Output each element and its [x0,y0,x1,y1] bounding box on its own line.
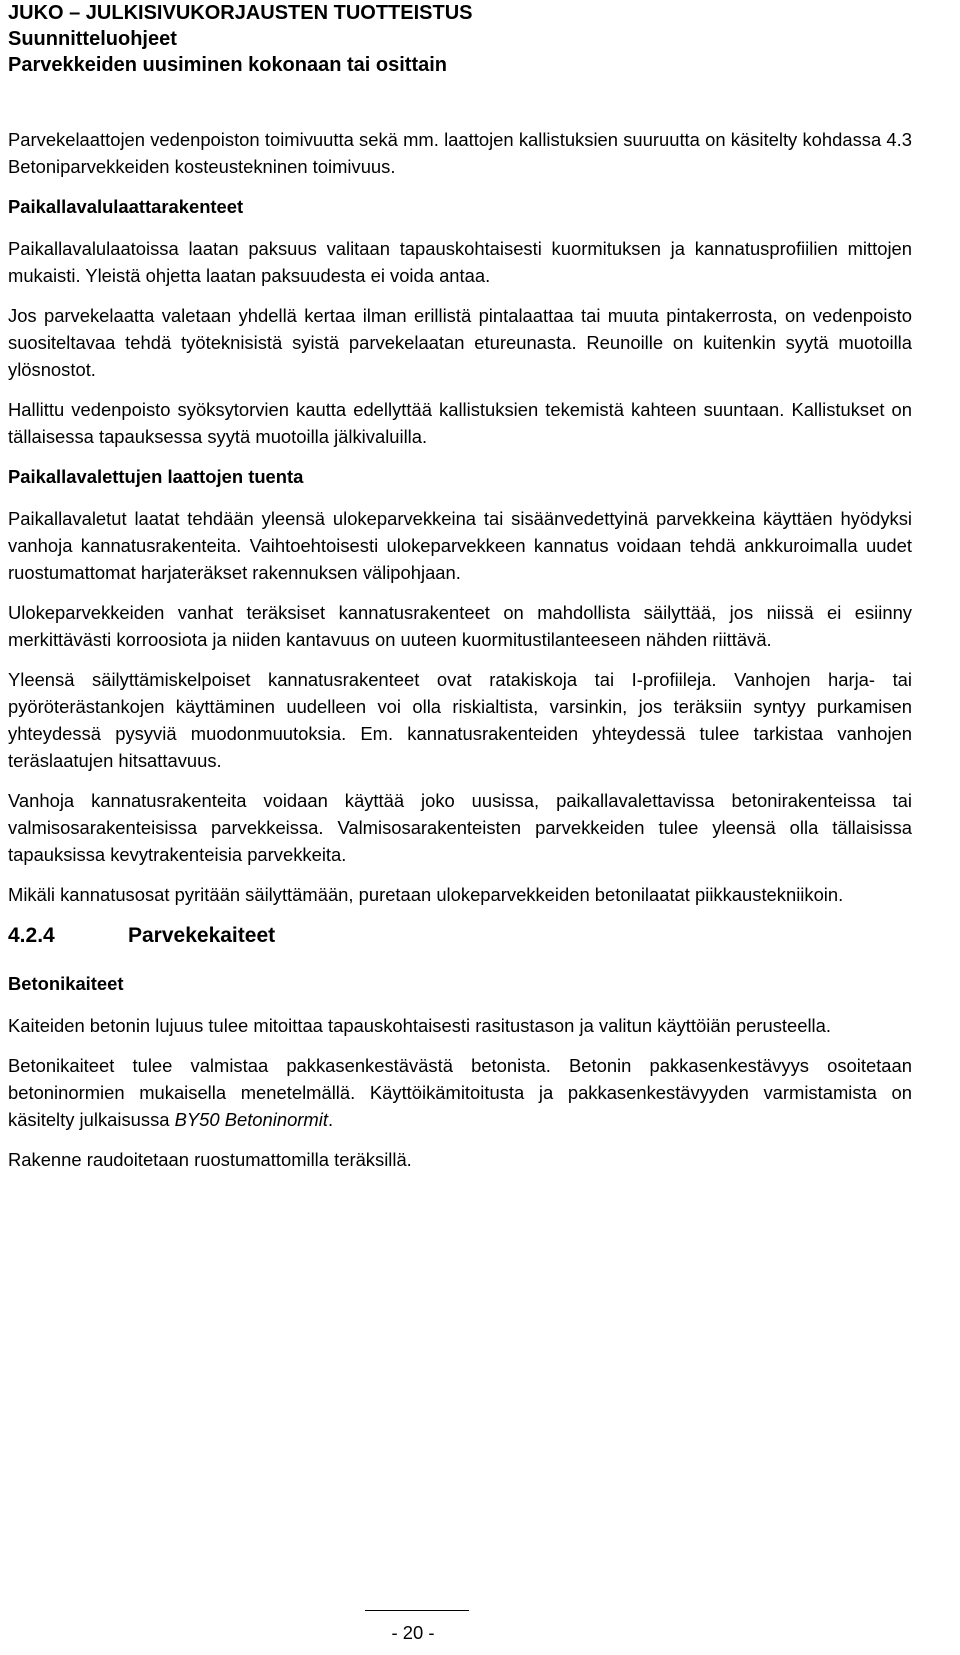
subheading: Paikallavalulaattarakenteet [8,196,244,217]
publication-reference: BY50 Betoninormit [174,1109,328,1130]
paragraph: Yleensä säilyttämiskelpoiset kannatusrakenteet ovat ratakiskoja tai I-profiileja. Vanhojen harja- tai pyöröterästankojen käyttäminen uudelleen voi olla riskialtista, varsinkin, jos teräksiin syntyy purkamisen yhteydessä pysyviä muodonmuutoksia. Em. kannatusrakenteiden yhteydessä tulee tarkistaa vanhojen teräslaatujen hitsattavuus. [8,669,912,771]
subheading: Betonikaiteet [8,973,124,994]
section-title: Parvekekaiteet [128,924,276,947]
paragraph-text: . [327,1109,334,1130]
page-number: - 20 - [391,1622,435,1643]
paragraph [8,1052,912,1133]
page-content [8,126,912,1173]
paragraph: Vanhoja kannatusrakenteita voidaan käyttää joko uusissa, paikallavalettavissa betonirakenteissa tai valmisosarakenteisissa parvekkeissa. Valmisosarakenteisten parvekkeiden tulee yleensä olla tällaisissa tapauksissa kevytrakenteisia parvekkeita. [8,790,912,865]
paragraph: Parvekelaattojen vedenpoiston toimivuutta sekä mm. laattojen kallistuksien suuruutta on käsitelty kohdassa 4.3 Betoniparvekkeiden kosteustekninen toimivuus. [8,129,912,177]
paragraph: Paikallavaletut laatat tehdään yleensä ulokeparvekkeina tai sisäänvedettyinä parvekkeina käyttäen hyödyksi vanhoja kannatusrakenteita. Vaihtoehtoisesti ulokeparvekkeen kannatus voidaan tehdä ankkuroimalla uudet ruostumattomat harjateräkset rakennuksen välipohjaan. [8,508,912,583]
document-title: JUKO – JULKISIVUKORJAUSTEN TUOTTEISTUS [8,2,473,24]
footer-divider [365,1610,469,1611]
paragraph: Rakenne raudoitetaan ruostumattomilla teräksillä. [8,1149,412,1170]
document-section: Parvekkeiden uusiminen kokonaan tai osittain [8,54,448,76]
document-subtitle: Suunnitteluohjeet [8,28,177,50]
paragraph: Ulokeparvekkeiden vanhat teräksiset kannatusrakenteet on mahdollista säilyttää, jos niissä ei esiinny merkittävästi korroosiota ja niiden kantavuus on uuteen kuormitustilanteeseen nähden riittävä. [8,602,912,650]
paragraph: Paikallavalulaatoissa laatan paksuus valitaan tapauskohtaisesti kuormituksen ja kannatusprofiilien mittojen mukaisti. Yleistä ohjetta laatan paksuudesta ei voida antaa. [8,238,912,286]
page-header [8,0,948,78]
section-number: 4.2.4 [8,924,55,947]
paragraph: Jos parvekelaatta valetaan yhdellä kertaa ilman erillistä pintalaattaa tai muuta pintakerrosta, on vedenpoisto suositeltavaa tehdä työteknisistä syistä parvekelaatan etureunasta. Reunoille on kuitenkin syytä muotoilla ylösnostot. [8,305,912,380]
paragraph-text: Betonikaiteet tulee valmistaa pakkasenkestävästä betonista. Betonin pakkasenkestävyys osoitetaan betoninormien mukaisella menetelmällä. Käyttöikämitoitusta ja pakkasenkestävyyden varmistamista on käsitelty julkaisussa [8,1055,912,1130]
paragraph: Hallittu vedenpoisto syöksytorvien kautta edellyttää kallistuksien tekemistä kahteen suuntaan. Kallistukset on tällaisessa tapauksessa syytä muotoilla jälkivaluilla. [8,399,912,447]
paragraph: Mikäli kannatusosat pyritään säilyttämään, puretaan ulokeparvekkeiden betonilaatat piikkaustekniikoin. [8,884,844,905]
subheading: Paikallavalettujen laattojen tuenta [8,466,304,487]
paragraph: Kaiteiden betonin lujuus tulee mitoittaa tapauskohtaisesti rasitustason ja valitun käyttöiän perusteella. [8,1015,831,1036]
section-heading [8,921,912,951]
